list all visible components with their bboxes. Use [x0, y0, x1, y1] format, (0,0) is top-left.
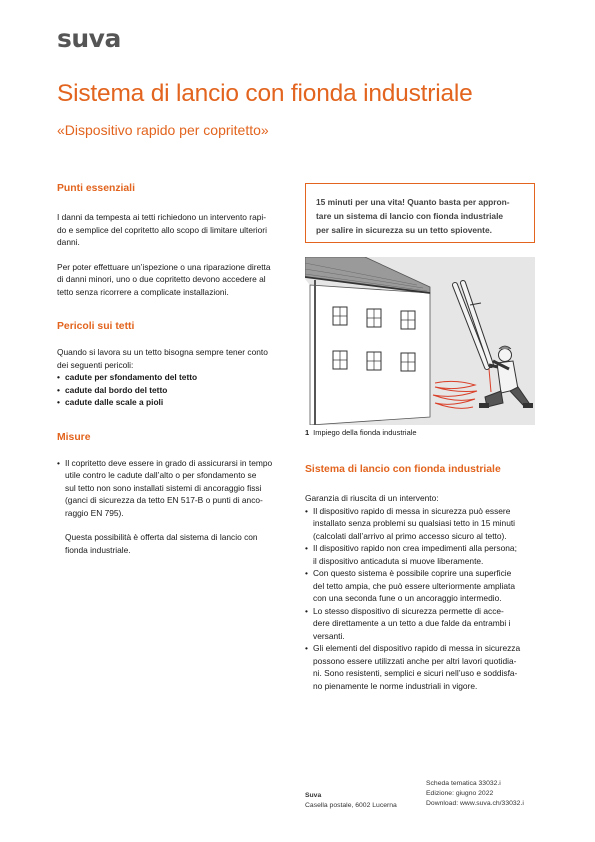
essentials-paragraph-1: I danni da tempesta ai tetti richiedono un intervento rapi- do e semplice del copritetto allo scopo di limitare ulteriori danni.: [57, 212, 267, 247]
footer-download-link[interactable]: Download: www.suva.ch/33032.i: [426, 800, 524, 807]
essentials-paragraph-2: Per poter effettuare un’ispezione o una riparazione diretta di danni minori, uno o due copritetto devono accedere al tetto senza ricorrere a complicate installazioni.: [57, 261, 271, 297]
dangers-heading: Pericoli sui tetti: [57, 321, 135, 332]
list-item: • Lo stesso dispositivo di sicurezza permette di acce- dere direttamente a un tetto a due falde da entrambi i versanti.: [305, 605, 540, 643]
page-title: Sistema di lancio con fionda industriale: [57, 80, 473, 107]
list-item: • Il dispositivo rapido di messa in sicurezza può essere installato senza problemi su qualsiasi tetto in 15 minuti (calcolati dall’arrivo al primo accesso sicuro al tetto).: [305, 505, 540, 543]
system-intro: Garanzia di riuscita di un intervento:: [305, 493, 439, 503]
list-item: • Il dispositivo rapido non crea impedimenti alla persona; il dispositivo anticaduta si muove liberamente.: [305, 542, 540, 567]
list-item: • Con questo sistema è possibile coprire una superficie del tetto ampia, che può essere ulteriormente ampliata con una seconda fune o un ancoraggio intermedio.: [305, 567, 540, 605]
system-list: [305, 505, 540, 693]
list-item: • Gli elementi del dispositivo rapido di messa in sicurezza possono essere utilizzati anche per altri lavori quotidia- ni. Sono resistenti, semplici e sicuri nell’uso e soddisfa- no pienamente le norme industriali in vigore.: [305, 642, 540, 692]
footer-org: Suva: [305, 792, 322, 799]
measures-list: [57, 457, 290, 520]
list-item: • cadute dalle scale a pioli: [57, 396, 290, 409]
figure-number: 1: [305, 428, 310, 437]
list-item: • Il copritetto deve essere in grado di assicurarsi in tempo utile contro le cadute dall’alto o per sfondamento se sul tetto non sono installati sistemi di ancoraggio fissi (ganci di sicurezza da tetto EN 517-B o punti di anco- raggio EN 795).: [57, 457, 290, 520]
dangers-intro: Quando si lavora su un tetto bisogna sempre tener conto dei seguenti pericoli:: [57, 347, 268, 370]
system-heading: Sistema di lancio con fionda industriale: [305, 464, 501, 475]
list-item: • cadute dal bordo del tetto: [57, 384, 290, 397]
page-subtitle: «Dispositivo rapido per copritetto»: [57, 122, 269, 138]
callout-box: [305, 183, 535, 243]
essentials-heading: Punti essenziali: [57, 183, 135, 194]
measures-heading: Misure: [57, 431, 91, 443]
left-column: [57, 183, 290, 556]
worker-slingshot-illustration: [305, 257, 535, 425]
list-item: • cadute per sfondamento del tetto: [57, 371, 290, 384]
measures-note: Questa possibilità è offerta dal sistema di lancio con fionda industriale.: [65, 532, 258, 555]
footer-sheet: Scheda tematica 33032.i: [426, 780, 501, 787]
figure-caption: 1 Impiego della fionda industriale: [305, 428, 417, 437]
suva-logo: suva: [57, 24, 121, 53]
footer-meta: [426, 779, 524, 809]
callout-text: 15 minuti per una vita! Quanto basta per appron- tare un sistema di lancio con fionda industriale per salire in sicurezza su un tetto spiovente.: [316, 197, 510, 235]
footer-address: Suva Casella postale, 6002 Lucerna: [305, 792, 397, 809]
right-column: [305, 464, 540, 692]
footer-edition: Edizione: giugno 2022: [426, 790, 494, 797]
dangers-list: [57, 371, 290, 409]
